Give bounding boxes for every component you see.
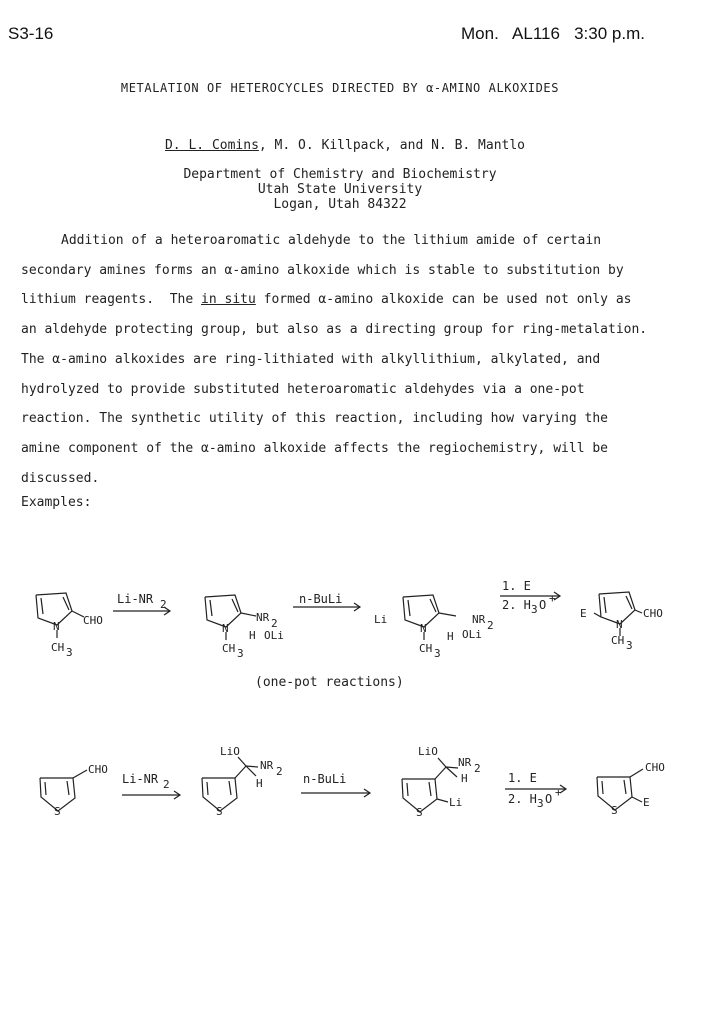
abstract-line: hydrolyzed to provide substituted heteroaromatic aldehydes via a one-pot <box>21 381 585 397</box>
li-label: Li <box>374 613 388 626</box>
methyl-subscript: 3 <box>434 647 441 660</box>
e-label: E <box>580 607 587 620</box>
n-label: N <box>616 618 623 631</box>
abstract-line: an aldehyde protecting group, but also as a directing group for ring-metalation. <box>21 322 648 338</box>
affiliation-city: Logan, Utah 84322 <box>273 197 407 212</box>
s-label: S <box>416 806 423 819</box>
oli-label: OLi <box>462 628 482 641</box>
affiliation-university: Utah State University <box>257 182 423 197</box>
nr2-label: NR <box>256 611 270 624</box>
step-hydrolysis: 2. H <box>502 598 531 612</box>
nr2-subscript: 2 <box>474 762 481 775</box>
cho-label: CHO <box>643 607 663 620</box>
abstract-line: secondary amines forms an α-amino alkoxide which is stable to substitution by <box>21 262 624 278</box>
methyl-label: CH <box>419 642 433 655</box>
s-label: S <box>611 804 618 817</box>
abstract-line: amine component of the α-amino alkoxide affects the regiochemistry, will be <box>21 440 608 456</box>
cho-label: CHO <box>645 761 665 774</box>
reaction-arrow <box>301 789 370 797</box>
h3o-charge: + <box>549 592 556 605</box>
oli-label: OLi <box>264 629 284 642</box>
thiophene-amino-alkoxide-structure <box>202 757 258 811</box>
session-code: S3-16 <box>8 24 54 43</box>
h-label: H <box>249 629 256 642</box>
cho-label: CHO <box>83 614 103 627</box>
h-label: H <box>447 630 454 643</box>
methyl-subscript: 3 <box>66 646 73 659</box>
h3o-subscript: 3 <box>537 797 544 810</box>
methyl-subscript: 3 <box>626 639 633 652</box>
nr2-subscript: 2 <box>487 619 494 632</box>
lio-label: LiO <box>418 745 438 758</box>
h3o-oxygen: O <box>545 792 553 806</box>
session-info: Mon. AL116 3:30 p.m. <box>461 24 645 43</box>
n-label: N <box>420 622 427 635</box>
s-label: S <box>54 805 61 818</box>
abstract-line: reaction. The synthetic utility of this reaction, including how varying the <box>21 411 608 427</box>
abstract-line: The α-amino alkoxides are ring-lithiated with alkyllithium, alkylated, and <box>21 351 601 367</box>
in-situ-term: in situ <box>201 292 256 308</box>
s-label: S <box>216 805 223 818</box>
step-electrophile: 1. E <box>502 579 531 593</box>
nr2-subscript: 2 <box>276 765 283 778</box>
reagent-nbuli: n-BuLi <box>303 772 347 786</box>
affiliation-department: Department of Chemistry and Biochemistry <box>183 167 497 182</box>
abstract-line: Addition of a heteroaromatic aldehyde to the lithium amide of certain <box>61 233 602 248</box>
reagent-subscript: 2 <box>163 778 170 791</box>
methyl-label: CH <box>51 641 65 654</box>
pyrrole-aldehyde-structure <box>36 593 84 638</box>
examples-label: Examples: <box>21 495 92 510</box>
methyl-subscript: 3 <box>237 647 244 660</box>
lio-label: LiO <box>220 745 240 758</box>
reagent-subscript: 2 <box>160 598 167 611</box>
reagent-lithium-amide: Li-NR <box>122 772 159 786</box>
step-electrophile: 1. E <box>508 771 537 785</box>
methyl-label: CH <box>611 634 625 647</box>
step-hydrolysis: 2. H <box>508 792 537 806</box>
nr2-label: NR <box>260 759 274 772</box>
presenting-author: D. L. Comins <box>164 138 259 153</box>
abstract-line: discussed. <box>21 470 100 486</box>
li-label: Li <box>449 796 463 809</box>
h-label: H <box>461 772 468 785</box>
paper-title: METALATION OF HETEROCYCLES DIRECTED BY α-AMINO ALKOXIDES <box>120 81 560 95</box>
cho-label: CHO <box>88 763 108 776</box>
nr2-label: NR <box>458 756 472 769</box>
thiophene-aldehyde-structure <box>40 770 87 811</box>
nr2-label: NR <box>472 613 486 626</box>
h3o-oxygen: O <box>539 598 547 612</box>
methyl-label: CH <box>222 642 236 655</box>
reagent-nbuli: n-BuLi <box>299 592 343 606</box>
abstract-text: formed α-amino alkoxide can be used not only as <box>255 292 632 308</box>
h-label: H <box>256 777 263 790</box>
reaction-arrow <box>122 791 180 799</box>
h3o-charge: + <box>555 786 562 799</box>
coauthors: , M. O. Killpack, and N. B. Mantlo <box>258 138 526 153</box>
e-label: E <box>643 796 650 809</box>
n-label: N <box>222 622 229 635</box>
substituted-thiophene-aldehyde-structure <box>597 769 643 810</box>
h3o-subscript: 3 <box>531 603 538 616</box>
abstract-text: lithium reagents. The <box>21 292 202 308</box>
one-pot-note: (one-pot reactions) <box>255 675 404 690</box>
reagent-lithium-amide: Li-NR <box>117 592 154 606</box>
nr2-subscript: 2 <box>271 617 278 630</box>
n-label: N <box>53 620 60 633</box>
